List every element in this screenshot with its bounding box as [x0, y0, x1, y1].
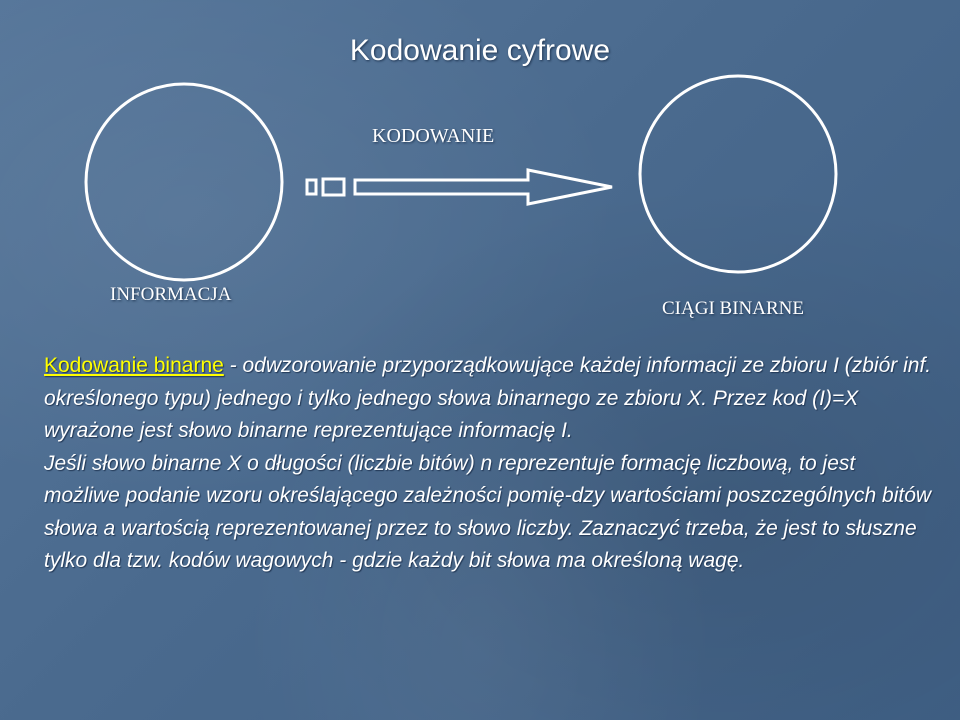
information-label: INFORMACJA — [110, 284, 232, 305]
binary-strings-label: CIĄGI BINARNE — [662, 298, 804, 319]
coding-arrow — [355, 170, 612, 204]
information-circle — [86, 84, 282, 280]
explanation-paragraph: Jeśli słowo binarne X o długości (liczbie bitów) n reprezentuje formację liczbową, to jest możliwe podanie wzoru określającego zależności pomię-dzy wartościami poszczególnych bitów słowa a wartością reprezentowanej przez to słowo liczby. Zaznaczyć trzeba, że jest to słuszne tylko dla tzw. kodów wagowych - gdzie każdy bit słowa ma określoną wagę. — [44, 451, 932, 572]
arrow-tail-mark-large — [323, 179, 344, 195]
slide-title: Kodowanie cyfrowe — [349, 34, 611, 67]
binary-strings-circle — [640, 76, 836, 272]
definition-term: Kodowanie binarne — [44, 354, 224, 377]
body-text — [44, 350, 934, 578]
definition-text: - odwzorowanie przyporządkowujące każdej informacji ze zbioru I (zbiór inf. określonego typu) jednego i tylko jednego słowa binarnego ze zbioru X. Przez kod (I)=X wyrażone jest słowo binarne reprezentujące informację I. — [44, 354, 932, 442]
definition-paragraph — [44, 350, 934, 448]
coding-label: KODOWANIE — [372, 125, 495, 147]
arrow-tail-mark-small — [307, 180, 316, 194]
